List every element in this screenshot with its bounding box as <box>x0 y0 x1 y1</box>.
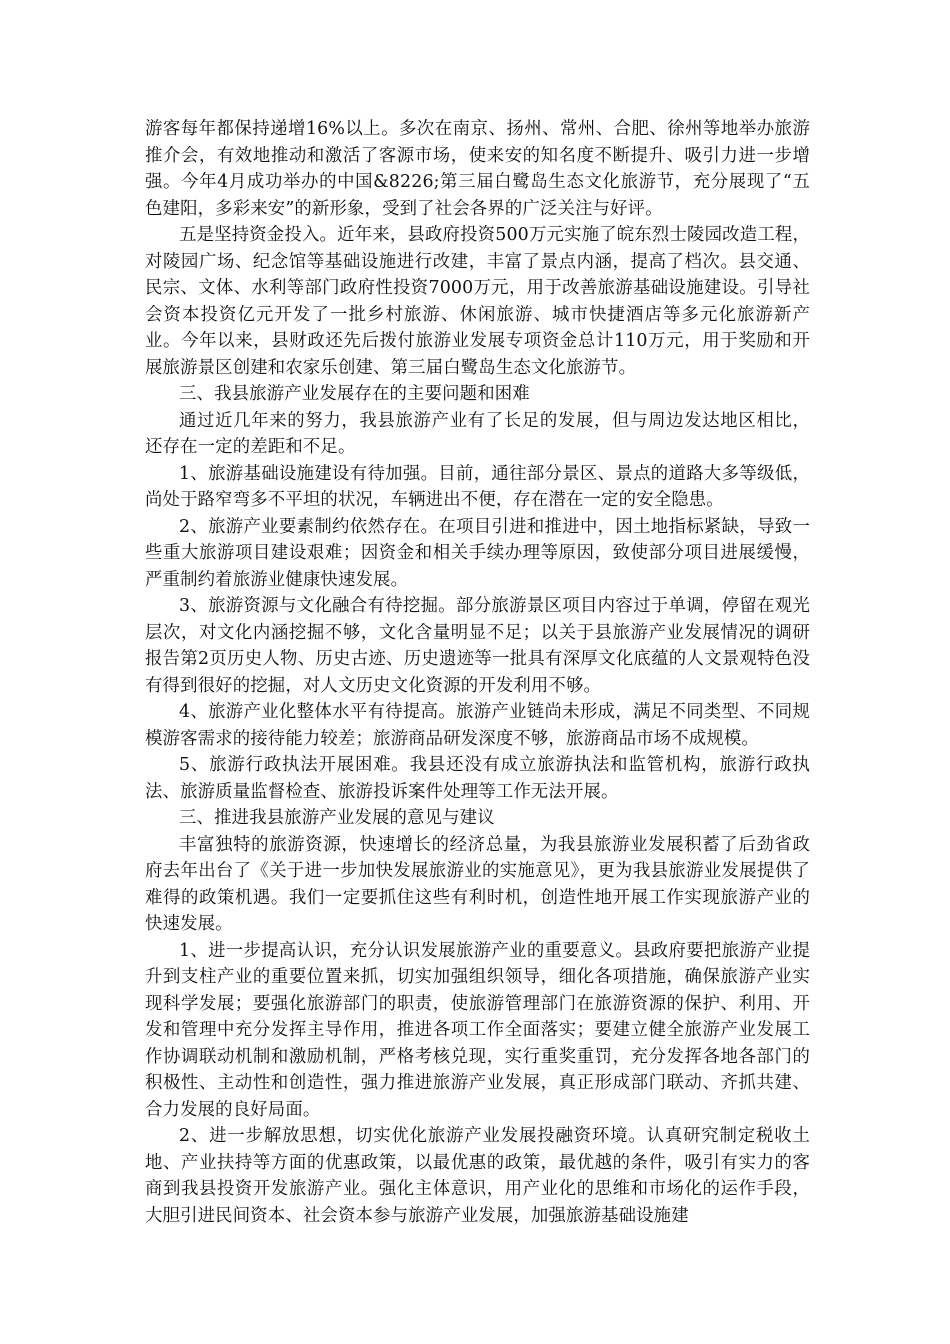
paragraph-problems-intro: 通过近几年来的努力，我县旅游产业有了长足的发展，但与周边发达地区相比，还存在一定的差距和不足。 <box>145 410 810 457</box>
section-heading-suggestions: 三、推进我县旅游产业发展的意见与建议 <box>179 808 495 828</box>
paragraph-capital-investment: 五是坚持资金投入。近年来，县政府投资500万元实施了皖东烈士陵园改造工程，对陵园广场、纪念馆等基础设施进行改建，丰富了景点内涵，提高了档次。县交通、民宗、文体、水利等部门政府性投资7000万元，用于改善旅游基础设施建设。引导社会资本投资亿元开发了一批乡村旅游、休闲旅游、城市快捷酒店等多元化旅游新产业。今年以来，县财政还先后拨付旅游业发展专项资金总计110万元，用于奖励和开展旅游景区创建和农家乐创建、第三届白鹭岛生态文化旅游节。 <box>145 225 810 378</box>
section-heading-problems: 三、我县旅游产业发展存在的主要问题和困难 <box>179 384 530 404</box>
paragraph-problem-3: 3、旅游资源与文化融合有待挖掘。部分旅游景区项目内容过于单调，停留在观光层次，对文化内涵挖掘不够，文化含量明显不足；以关于县旅游产业发展情况的调研报告第2页历史人物、历史古迹、历史遗迹等一批具有深厚文化底蕴的人文景观特色没有得到很好的挖掘，对人文历史文化资源的开发利用不够。 <box>145 596 810 696</box>
document-body <box>145 116 810 1229</box>
paragraph-problem-5: 5、旅游行政执法开展困难。我县还没有成立旅游执法和监管机构，旅游行政执法、旅游质量监督检查、旅游投诉案件处理等工作无法开展。 <box>145 755 810 802</box>
paragraph-problem-4: 4、旅游产业化整体水平有待提高。旅游产业链尚未形成，满足不同类型、不同规模游客需求的接待能力较差；旅游商品研发深度不够，旅游商品市场不成规模。 <box>145 702 810 749</box>
paragraph-suggestion-2: 2、进一步解放思想，切实优化旅游产业发展投融资环境。认真研究制定税收土地、产业扶持等方面的优惠政策，以最优惠的政策，最优越的条件，吸引有实力的客商到我县投资开发旅游产业。强化主体意识，用产业化的思维和市场化的运作手段，大胆引进民间资本、社会资本参与旅游产业发展，加强旅游基础设施建 <box>145 1126 810 1226</box>
paragraph-suggestions-intro: 丰富独特的旅游资源，快速增长的经济总量，为我县旅游业发展积蓄了后劲省政府去年出台了《关于进一步加快发展旅游业的实施意见》，更为我县旅游业发展提供了难得的政策机遇。我们一定要抓住这些有利时机，创造性地开展工作实现旅游产业的快速发展。 <box>145 834 810 934</box>
paragraph-problem-2: 2、旅游产业要素制约依然存在。在项目引进和推进中，因土地指标紧缺，导致一些重大旅游项目建设艰难；因资金和相关手续办理等原因，致使部分项目进展缓慢，严重制约着旅游业健康快速发展。 <box>145 516 810 590</box>
paragraph-problem-1: 1、旅游基础设施建设有待加强。目前，通往部分景区、景点的道路大多等级低，尚处于路窄弯多不平坦的状况，车辆进出不便，存在潜在一定的安全隐患。 <box>145 463 810 510</box>
paragraph-tourist-growth: 游客每年都保持递增16%以上。多次在南京、扬州、常州、合肥、徐州等地举办旅游推介会，有效地推动和激活了客源市场，使来安的知名度不断提升、吸引力进一步增强。今年4月成功举办的中国&8226;第三届白鹭岛生态文化旅游节，充分展现了“五色建阳，多彩来安”的新形象，受到了社会各界的广泛关注与好评。 <box>145 119 810 219</box>
paragraph-suggestion-1: 1、进一步提高认识，充分认识发展旅游产业的重要意义。县政府要把旅游产业提升到支柱产业的重要位置来抓，切实加强组织领导，细化各项措施，确保旅游产业实现科学发展；要强化旅游部门的职责，使旅游管理部门在旅游资源的保护、利用、开发和管理中充分发挥主导作用，推进各项工作全面落实；要建立健全旅游产业发展工作协调联动机制和激励机制，严格考核兑现，实行重奖重罚，充分发挥各地各部门的积极性、主动性和创造性，强力推进旅游产业发展，真正形成部门联动、齐抓共建、合力发展的良好局面。 <box>145 940 810 1120</box>
